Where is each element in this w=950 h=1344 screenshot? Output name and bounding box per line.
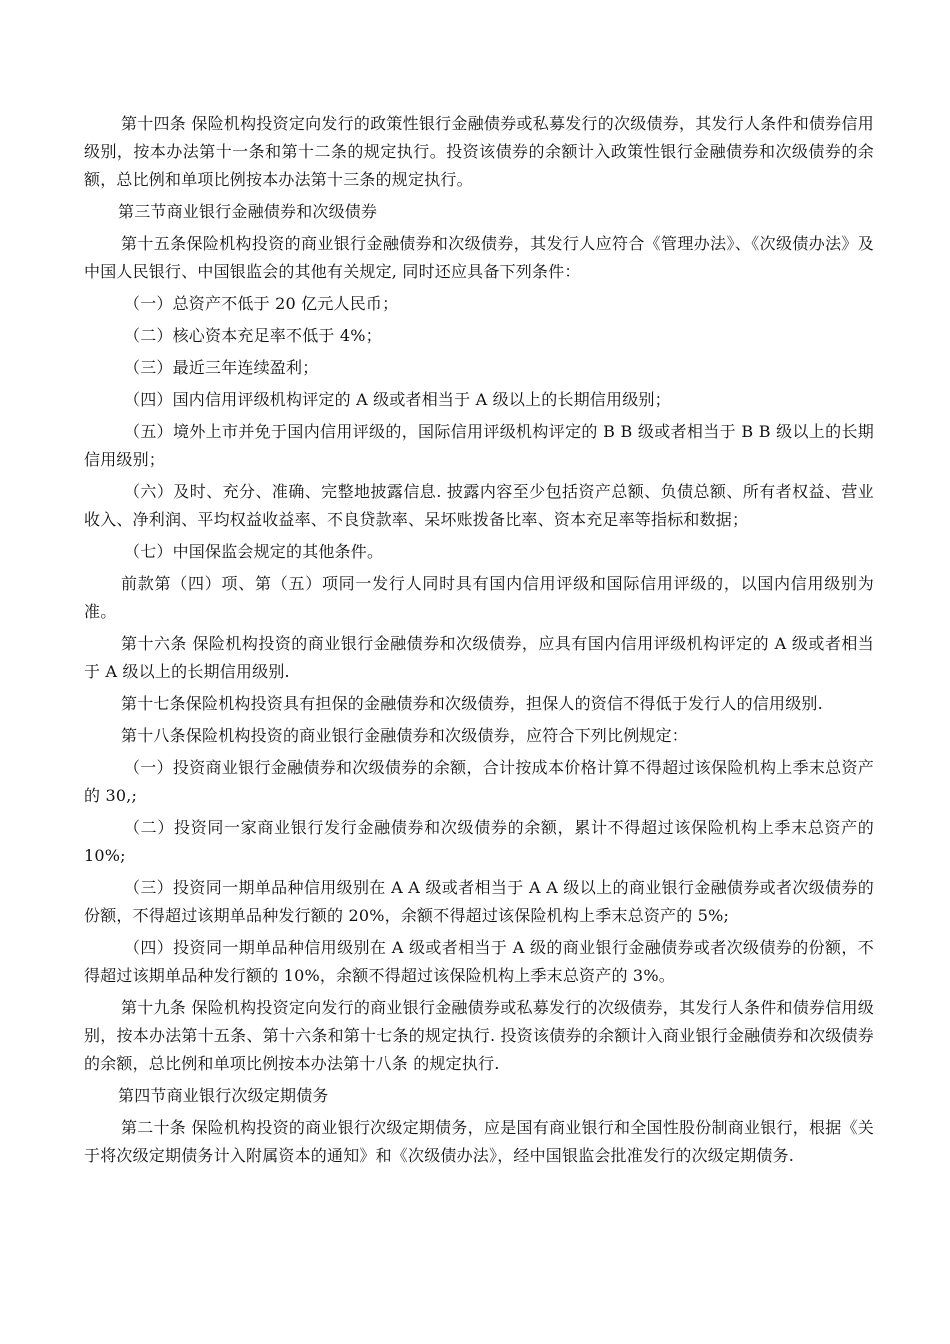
article-19: 第十九条 保险机构投资定向发行的商业银行金融债券或私募发行的次级债券，其发行人条件和债券信用级别，按本办法第十五条、第十六条和第十七条的规定执行. 投资该债券的余额计入商业银行金融债券和次级债券的余额，总比例和单项比例按本办法第十八条 的规定执行. xyxy=(84,998,874,1073)
article-15-item-6: （六）及时、充分、准确、完整地披露信息. 披露内容至少包括资产总额、负债总额、所有者权益、营业收入、净利润、平均权益收益率、不良贷款率、呆坏账拨备比率、资本充足率等指标和数据； xyxy=(84,482,874,529)
article-16: 第十六条 保险机构投资的商业银行金融债券和次级债券，应具有国内信用评级机构评定的 A 级或者相当于 A 级以上的长期信用级别. xyxy=(84,634,874,681)
article-18-item-1: （一）投资商业银行金融债券和次级债券的余额，合计按成本价格计算不得超过该保险机构上季末总资产的 30,; xyxy=(84,758,874,805)
section-3-heading: 第三节商业银行金融债券和次级债券 xyxy=(118,202,378,221)
article-15-item-3: （三）最近三年连续盈利； xyxy=(124,358,319,377)
article-15-item-4: （四）国内信用评级机构评定的 A 级或者相当于 A 级以上的长期信用级别； xyxy=(124,390,671,409)
article-18: 第十八条保险机构投资的商业银行金融债券和次级债券，应符合下列比例规定： xyxy=(121,726,689,745)
article-15-note: 前款第（四）项、第（五）项同一发行人同时具有国内信用评级和国际信用评级的，以国内信用级别为准。 xyxy=(84,574,874,621)
article-15-item-5: （五）境外上市并免于国内信用评级的，国际信用评级机构评定的 B B 级或者相当于 B B 级以上的长期信用级别； xyxy=(84,422,874,469)
article-15-item-1: （一）总资产不低于 20 亿元人民币； xyxy=(124,294,399,313)
article-18-item-4: （四）投资同一期单品种信用级别在 A 级或者相当于 A 级的商业银行金融债券或者次级债券的份额，不得超过该期单品种发行额的 10%，余额不得超过该保险机构上季末总资产的 3%。 xyxy=(84,938,874,985)
article-20: 第二十条 保险机构投资的商业银行次级定期债务，应是国有商业银行和全国性股份制商业银行，根据《关于将次级定期债务计入附属资本的通知》和《次级债办法》，经中国银监会批准发行的次级定期债务. xyxy=(84,1118,874,1165)
article-15-item-7: （七）中国保监会规定的其他条件。 xyxy=(124,542,384,561)
article-15-item-2: （二）核心资本充足率不低于 4%； xyxy=(124,326,382,345)
article-15: 第十五条保险机构投资的商业银行金融债券和次级债券，其发行人应符合《管理办法》、《次级债办法》及中国人民银行、中国银监会的其他有关规定, 同时还应具备下列条件： xyxy=(84,234,874,281)
section-4-heading: 第四节商业银行次级定期债务 xyxy=(118,1086,329,1105)
document-body xyxy=(84,110,874,1174)
article-17: 第十七条保险机构投资具有担保的金融债券和次级债券，担保人的资信不得低于发行人的信用级别. xyxy=(121,694,823,713)
article-14: 第十四条 保险机构投资定向发行的政策性银行金融债券或私募发行的次级债券，其发行人条件和债券信用级别，按本办法第十一条和第十二条的规定执行。投资该债券的余额计入政策性银行金融债券和次级债券的余额，总比例和单项比例按本办法第十三条的规定执行。 xyxy=(84,114,874,189)
article-18-item-3: （三）投资同一期单品种信用级别在 A A 级或者相当于 A A 级以上的商业银行金融债券或者次级债券的份额，不得超过该期单品种发行额的 20%，余额不得超过该保险机构上季末总资产的 5%; xyxy=(84,878,874,925)
article-18-item-2: （二）投资同一家商业银行发行金融债券和次级债券的余额，累计不得超过该保险机构上季末总资产的 10%; xyxy=(84,818,874,865)
